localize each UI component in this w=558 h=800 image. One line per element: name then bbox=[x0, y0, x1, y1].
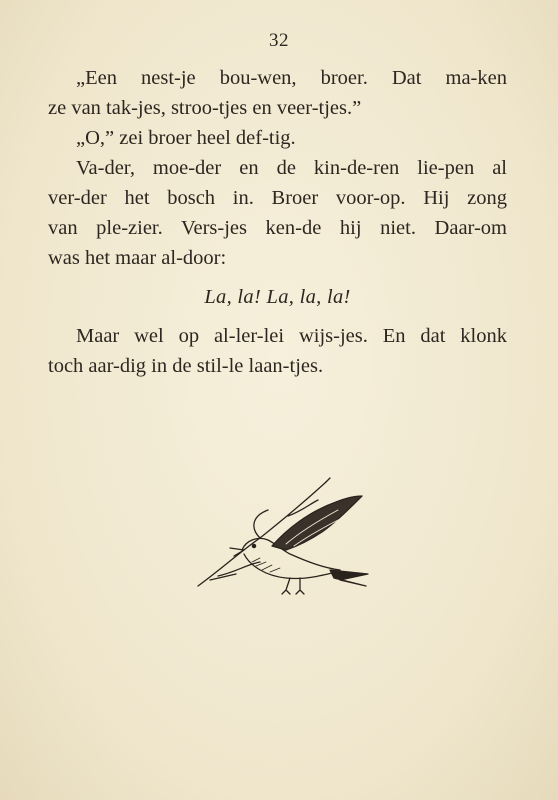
page-number: 32 bbox=[269, 30, 289, 51]
text-line: „Een nest-je bou-wen, broer. Dat ma-ken bbox=[76, 67, 507, 89]
text-line: was het maar al-door: bbox=[48, 247, 227, 269]
text-line: ze van tak-jes, stroo-tjes en veer-tjes.” bbox=[48, 97, 362, 119]
bird-illustration bbox=[190, 470, 370, 610]
story-text bbox=[48, 63, 507, 381]
paragraph-3-cont bbox=[48, 243, 507, 273]
paragraph-1-cont bbox=[48, 93, 507, 123]
paragraph-4-cont bbox=[48, 351, 507, 381]
paragraph-2 bbox=[48, 123, 507, 153]
paragraph-3-cont bbox=[48, 183, 507, 213]
paragraph-3 bbox=[48, 153, 507, 183]
paragraph-3-cont bbox=[48, 213, 507, 243]
text-line: Va-der, moe-der en de kin-de-ren lie-pen al bbox=[76, 157, 507, 179]
paragraph-1 bbox=[48, 63, 507, 93]
text-line: van ple-zier. Vers-jes ken-de hij niet. Daar-om bbox=[48, 217, 507, 239]
paragraph-4 bbox=[48, 321, 507, 351]
text-line: „O,” zei broer heel def-tig. bbox=[76, 127, 296, 149]
text-line: Maar wel op al-ler-lei wijs-jes. En dat klonk bbox=[76, 325, 507, 347]
text-line: ver-der het bosch in. Broer voor-op. Hij zong bbox=[48, 187, 507, 209]
song-line: La, la! La, la, la! bbox=[204, 286, 351, 308]
text-line: toch aar-dig in de stil-le laan-tjes. bbox=[48, 355, 324, 377]
